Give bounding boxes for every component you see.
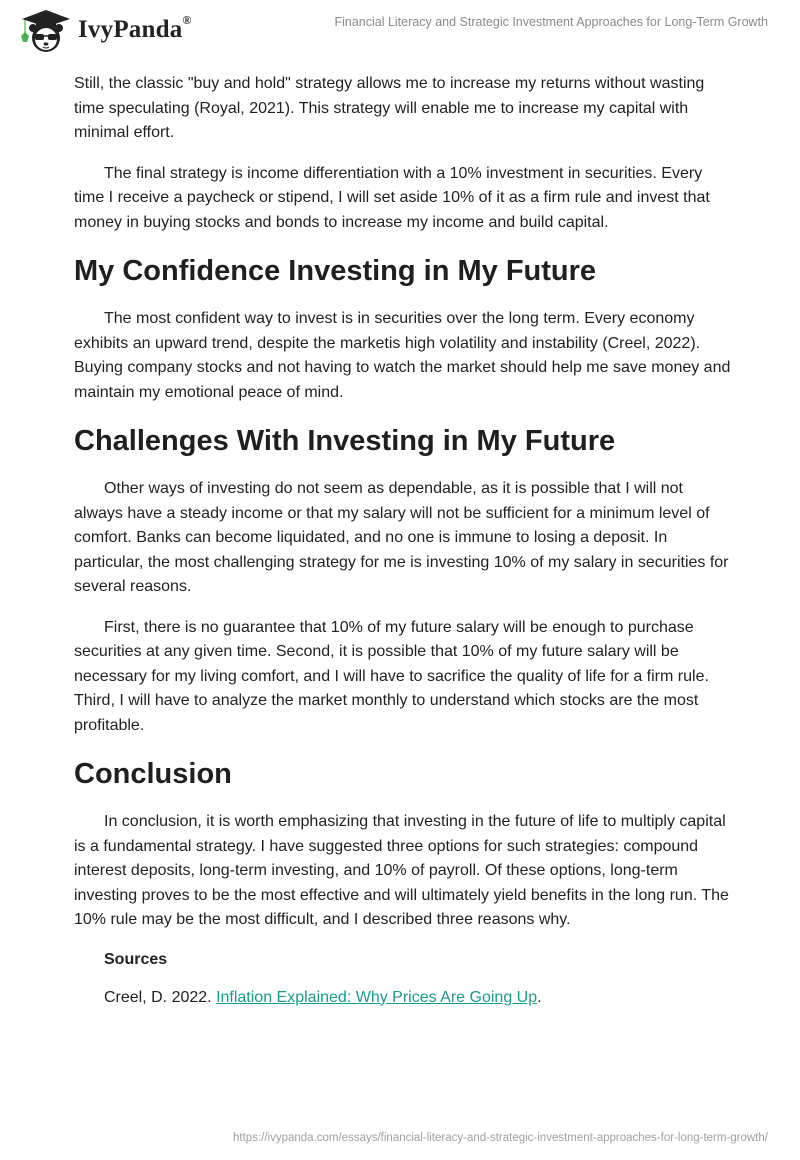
paragraph: The final strategy is income differentiation with a 10% investment in securities. Every time I receive a paycheck or stipend, I will set aside 10% of it as a firm rule and invest that money in buying stocks and bonds to increase my income and build capital. [74, 164, 710, 231]
page-header [0, 0, 800, 60]
paragraph: Still, the classic "buy and hold" strategy allows me to increase my returns without wasting time speculating (Royal, 2021). This strategy will enable me to increase my capital with minimal effort. [74, 75, 705, 141]
paragraph: First, there is no guarantee that 10% of my future salary will be enough to purchase securities at any given time. Second, it is possible that 10% of my future salary will be necessary for my living comfort, and I will have to sacrifice the quality of life for a firm rule. Third, I will have to analyze the market monthly to understand which stocks are the most profitable. [74, 618, 709, 734]
section-heading: My Confidence Investing in My Future [74, 255, 597, 287]
paragraph: The most confident way to invest is in securities over the long term. Every economy exhibits an upward trend, despite the marketis high volatility and instability (Creel, 2022). Buying company stocks and not having to watch the market should help me save money and maintain my emotional peace of mind. [74, 310, 731, 401]
essay-content [74, 72, 734, 1007]
source-reference: Creel, D. 2022. Inflation Explained: Why Prices Are Going Up. [104, 988, 542, 1006]
sources-heading: Sources [104, 950, 168, 968]
section-heading: Conclusion [74, 758, 232, 790]
logo[interactable] [16, 8, 192, 52]
logo-text: IvyPanda® [78, 12, 192, 43]
source-link[interactable]: Inflation Explained: Why Prices Are Going Up [216, 988, 538, 1006]
panda-graduate-logo-icon [16, 6, 74, 54]
document-title: Financial Literacy and Strategic Investment Approaches for Long-Term Growth [334, 15, 768, 29]
paragraph: Other ways of investing do not seem as dependable, as it is possible that I will not always have a steady income or that my salary will not be sufficient for a minimum level of comfort. Banks can become liquidated, and no one is immune to losing a deposit. In particular, the most challenging strategy for me is investing 10% of my salary in securities for several reasons. [74, 480, 729, 595]
paragraph: In conclusion, it is worth emphasizing that investing in the future of life to multiply capital is a fundamental strategy. I have suggested three options for such strategies: compound interest deposits, long-term investing, and 10% of payroll. Of these options, long-term investing proves to be the most effective and will ultimately yield benefits in the long run. The 10% rule may be the most difficult, and I described three reasons why. [74, 813, 729, 928]
section-heading: Challenges With Investing in My Future [74, 425, 616, 457]
page-url: https://ivypanda.com/essays/financial-literacy-and-strategic-investment-approaches-for-long-term-growth/ [233, 1132, 768, 1144]
